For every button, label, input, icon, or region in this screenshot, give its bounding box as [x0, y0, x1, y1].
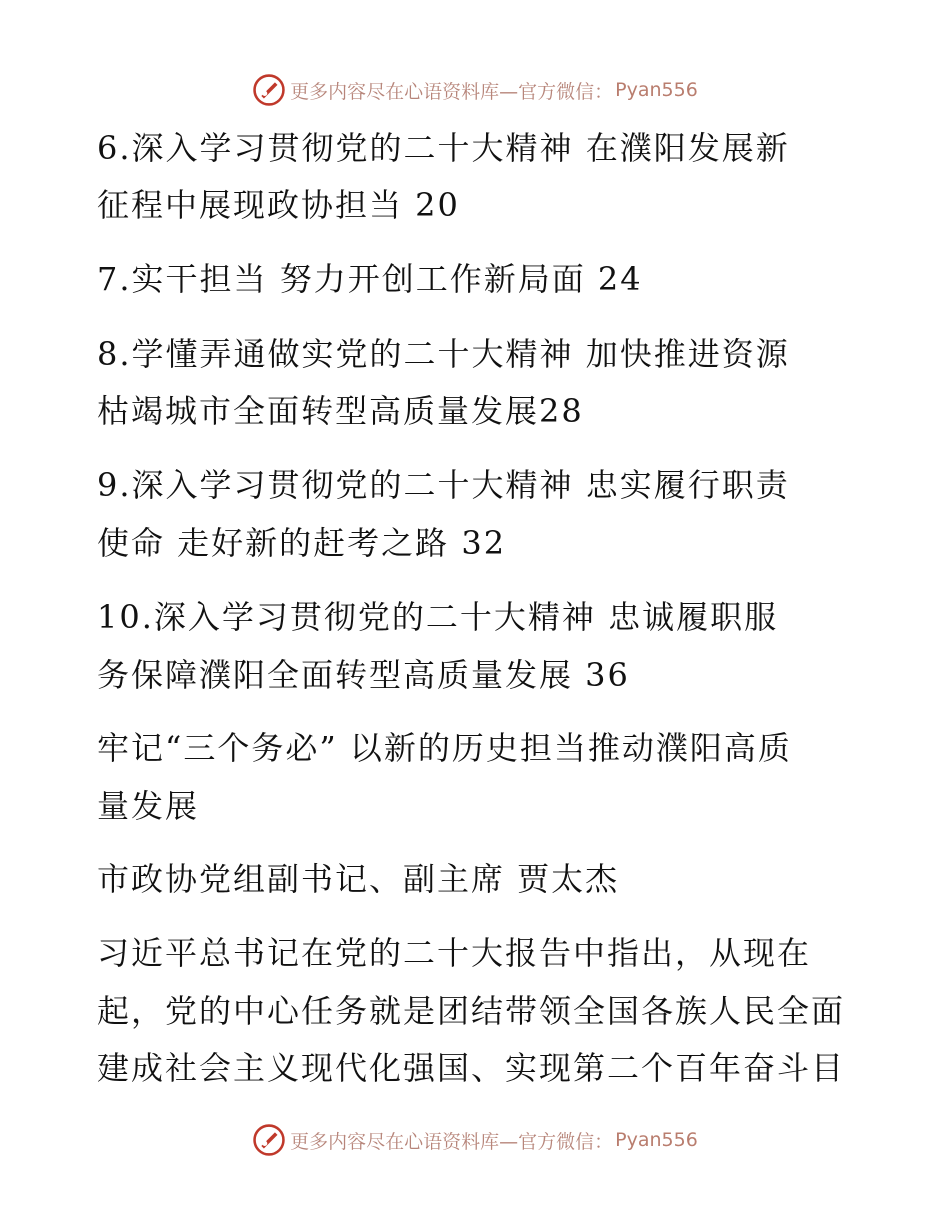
- toc-item-9-line-1: 9.深入学习贯彻党的二十大精神 忠实履行职责: [97, 466, 790, 504]
- toc-item-8-line-1: 8.学懂弄通做实党的二十大精神 加快推进资源: [97, 335, 790, 373]
- watermark-wechat-id: Pyan556: [615, 79, 698, 101]
- logo-icon: [252, 1123, 286, 1157]
- watermark-footer: [0, 1122, 950, 1158]
- article-title-line-2: 量发展: [97, 787, 200, 825]
- logo-icon: [252, 73, 286, 107]
- toc-item-9-line-2: 使命 走好新的赶考之路 32: [97, 524, 507, 562]
- watermark-text: 更多内容尽在心语资料库—官方微信：: [290, 80, 614, 103]
- article-body-line-2: 起，党的中心任务就是团结带领全国各族人民全面: [97, 992, 846, 1030]
- article-body-line-1: 习近平总书记在党的二十大报告中指出，从现在: [97, 934, 812, 972]
- toc-item-8-line-2: 枯竭城市全面转型高质量发展28: [97, 392, 584, 430]
- toc-item-6-line-2: 征程中展现政协担当 20: [97, 186, 460, 224]
- article-title-line-1: 牢记“三个务必” 以新的历史担当推动濮阳高质: [97, 729, 792, 767]
- toc-item-10-line-2: 务保障濮阳全面转型高质量发展 36: [97, 656, 630, 694]
- toc-item-10-line-1: 10.深入学习贯彻党的二十大精神 忠诚履职服: [97, 598, 779, 636]
- watermark-wechat-id: Pyan556: [615, 1129, 698, 1151]
- toc-item-7-line-1: 7.实干担当 努力开创工作新局面 24: [97, 260, 643, 298]
- toc-item-6-line-1: 6.深入学习贯彻党的二十大精神 在濮阳发展新: [97, 129, 790, 167]
- article-author: 市政协党组副书记、副主席 贾太杰: [97, 860, 620, 898]
- article-body-line-3: 建成社会主义现代化强国、实现第二个百年奋斗目: [97, 1049, 846, 1087]
- watermark-header: [0, 72, 950, 108]
- watermark-text: 更多内容尽在心语资料库—官方微信：: [290, 1130, 614, 1153]
